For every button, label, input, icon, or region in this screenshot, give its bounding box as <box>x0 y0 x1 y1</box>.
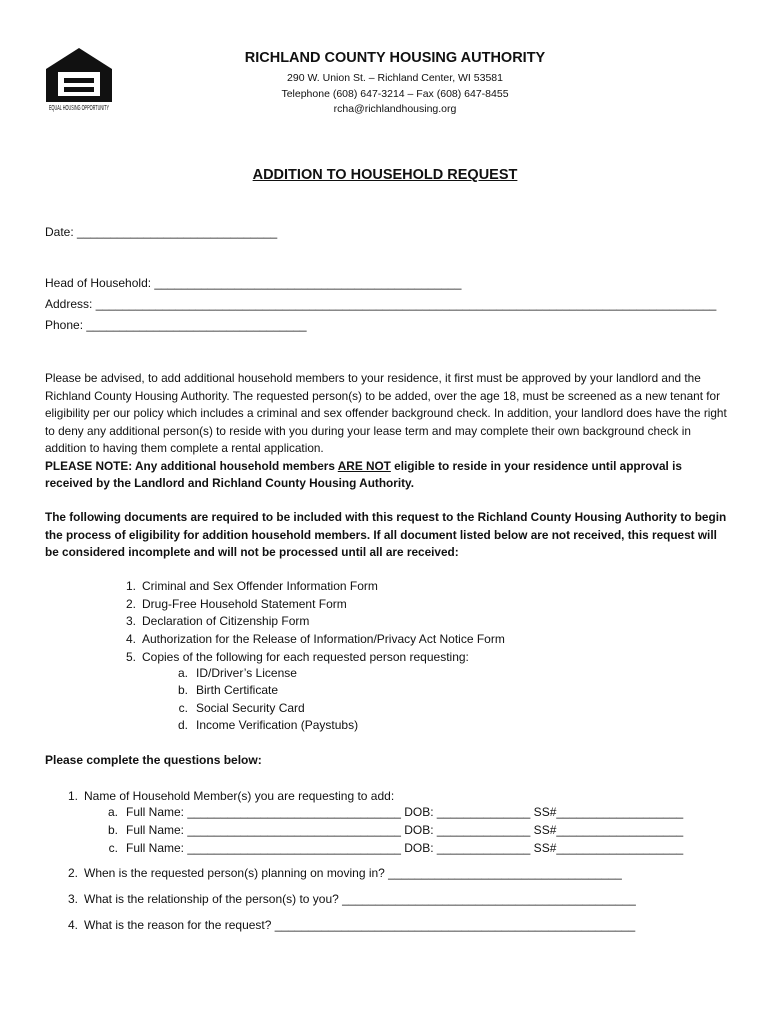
org-name: RICHLAND COUNTY HOUSING AUTHORITY <box>244 50 546 66</box>
note-pre: PLEASE NOTE: Any additional household members <box>45 458 338 473</box>
date-field[interactable]: Date: ______________________________ <box>45 225 278 239</box>
document-item: 2. Drug-Free Household Statement Form <box>125 597 347 611</box>
document-item: 5. Copies of the following for each requested person requesting: <box>125 650 469 664</box>
document-item: 3. Declaration of Citizenship Form <box>125 614 310 628</box>
note-emphasis: ARE NOT <box>337 458 391 473</box>
sub-document-item: d. Income Verification (Paystubs) <box>177 718 359 732</box>
note-post: eligible to reside in your residence until approval is received by the Landlord and Richland County Housing Authority. <box>45 458 682 490</box>
member-entry-field[interactable]: b. Full Name: ________________________________ DOB: ______________ SS#___________________ <box>107 823 684 837</box>
question-1: 1. Name of Household Member(s) you are requesting to add: <box>67 789 395 803</box>
document-title: ADDITION TO HOUSEHOLD REQUEST <box>252 167 518 183</box>
member-entry-field[interactable]: a. Full Name: ________________________________ DOB: ______________ SS#___________________ <box>107 805 684 819</box>
sub-document-item: a. ID/Driver’s License <box>177 666 297 680</box>
document-item: 1. Criminal and Sex Offender Information Form <box>125 579 378 593</box>
documents-intro: The following documents are required to be included with this request to the Richland County Housing Authority to begin the process of eligibility for addition household members. If all document listed below are not received, this request will be considered incomplete and will not be processed until all are received: <box>45 510 727 559</box>
head-of-household-field[interactable]: Head of Household: ______________________________________________ <box>45 276 462 290</box>
questions-heading: Please complete the questions below: <box>45 753 262 767</box>
question-2-field[interactable]: 2. When is the requested person(s) planning on moving in? ___________________________________ <box>67 866 622 880</box>
org-email: rcha@richlandhousing.org <box>333 103 457 115</box>
sub-document-item: c. Social Security Card <box>178 701 305 715</box>
notice-paragraph: Please be advised, to add additional household members to your residence, it first must be approved by your landlord and the Richland County Housing Authority. The requested person(s) to be added, over the age 18, must be screened as a new tenant for eligibility per our policy which includes a criminal and sex offender background check. In addition, your landlord does have the right to deny any additional person(s) to reside with you during your lease term and may complete their own background check in addition to having them complete a rental application. <box>45 371 727 455</box>
question-3-field[interactable]: 3. What is the relationship of the person(s) to you? ____________________________________________ <box>67 892 636 906</box>
address-field[interactable]: Address: _____________________________________________________________________________________________ <box>45 297 717 311</box>
logo-caption: EQUAL HOUSING OPPORTUNITY <box>49 105 110 112</box>
org-phone-fax: Telephone (608) 647-3214 – Fax (608) 647-8455 <box>281 88 509 100</box>
please-note <box>45 458 730 493</box>
question-4-field[interactable]: 4. What is the reason for the request? ______________________________________________________ <box>67 918 636 932</box>
document-item: 4. Authorization for the Release of Information/Privacy Act Notice Form <box>125 632 505 646</box>
phone-field[interactable]: Phone: _________________________________ <box>45 318 307 332</box>
notice-section <box>45 370 730 493</box>
member-entry-field[interactable]: c. Full Name: ________________________________ DOB: ______________ SS#___________________ <box>108 841 684 855</box>
sub-document-item: b. Birth Certificate <box>177 683 279 697</box>
org-address: 290 W. Union St. – Richland Center, WI 53581 <box>287 72 503 84</box>
